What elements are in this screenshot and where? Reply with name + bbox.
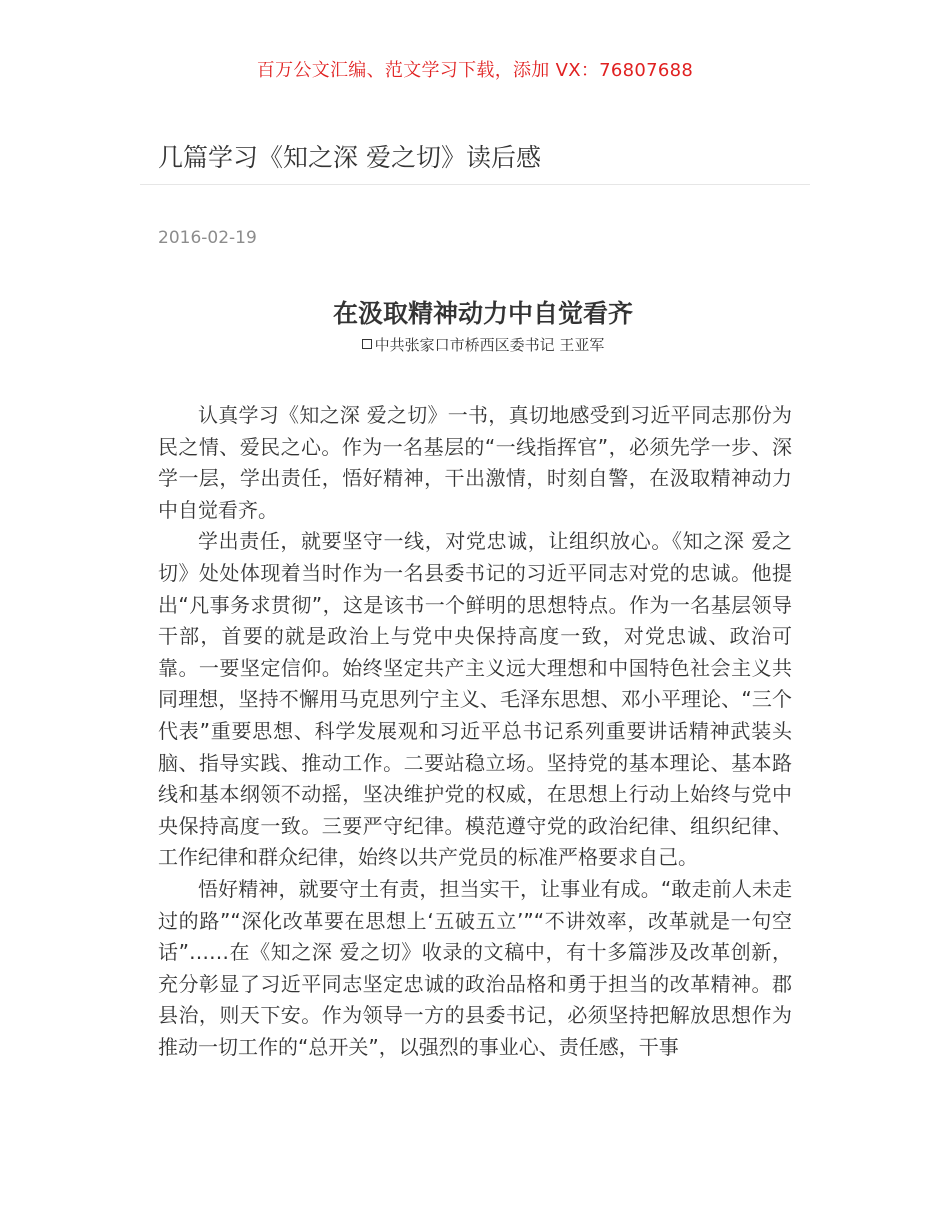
publish-date: 2016-02-19 xyxy=(158,228,257,248)
square-bullet-icon xyxy=(362,339,372,349)
promo-banner: 百万公文汇编、范文学习下载，添加 VX：76807688 xyxy=(256,60,694,81)
article-body xyxy=(158,400,792,1063)
paragraph: 认真学习《知之深 爱之切》一书，真切地感受到习近平同志那份为民之情、爱民之心。作为一名基层的“一线指挥官”，必须先学一步、深学一层，学出责任，悟好精神，干出激情，时刻自警，在汲取精神动力中自觉看齐。 xyxy=(158,403,792,522)
title-divider xyxy=(140,184,810,185)
article-byline xyxy=(158,334,808,355)
paragraph: 悟好精神，就要守土有责，担当实干，让事业有成。“敢走前人未走过的路”“深化改革要在思想上‘五破五立’”“不讲效率，改革就是一句空话”……在《知之深 爱之切》收录的文稿中，有十多篇涉及改革创新，充分彰显了习近平同志坚定忠诚的政治品格和勇于担当的改革精神。郡县治，则天下安。作为领导一方的县委书记，必须坚持把解放思想作为推动一切工作的“总开关”，以强烈的事业心、责任感，干事 xyxy=(158,876,792,1059)
paragraph: 学出责任，就要坚守一线，对党忠诚，让组织放心。《知之深 爱之切》处处体现着当时作为一名县委书记的习近平同志对党的忠诚。他提出“凡事务求贯彻”，这是该书一个鲜明的思想特点。作为一名基层领导干部，首要的就是政治上与党中央保持高度一致，对党忠诚、政治可靠。一要坚定信仰。始终坚定共产主义远大理想和中国特色社会主义共同理想，坚持不懈用马克思列宁主义、毛泽东思想、邓小平理论、“三个代表”重要思想、科学发展观和习近平总书记系列重要讲话精神武装头脑、指导实践、推动工作。二要站稳立场。坚持党的基本理论、基本路线和基本纲领不动摇，坚决维护党的权威，在思想上行动上始终与党中央保持高度一致。三要严守纪律。模范遵守党的政治纪律、组织纪律、工作纪律和群众纪律，始终以共产党员的标准严格要求自己。 xyxy=(158,529,792,870)
page-title: 几篇学习《知之深 爱之切》读后感 xyxy=(158,143,541,172)
article-heading: 在汲取精神动力中自觉看齐 xyxy=(332,299,633,328)
byline-text: 中共张家口市桥西区委书记 王亚军 xyxy=(374,336,605,354)
